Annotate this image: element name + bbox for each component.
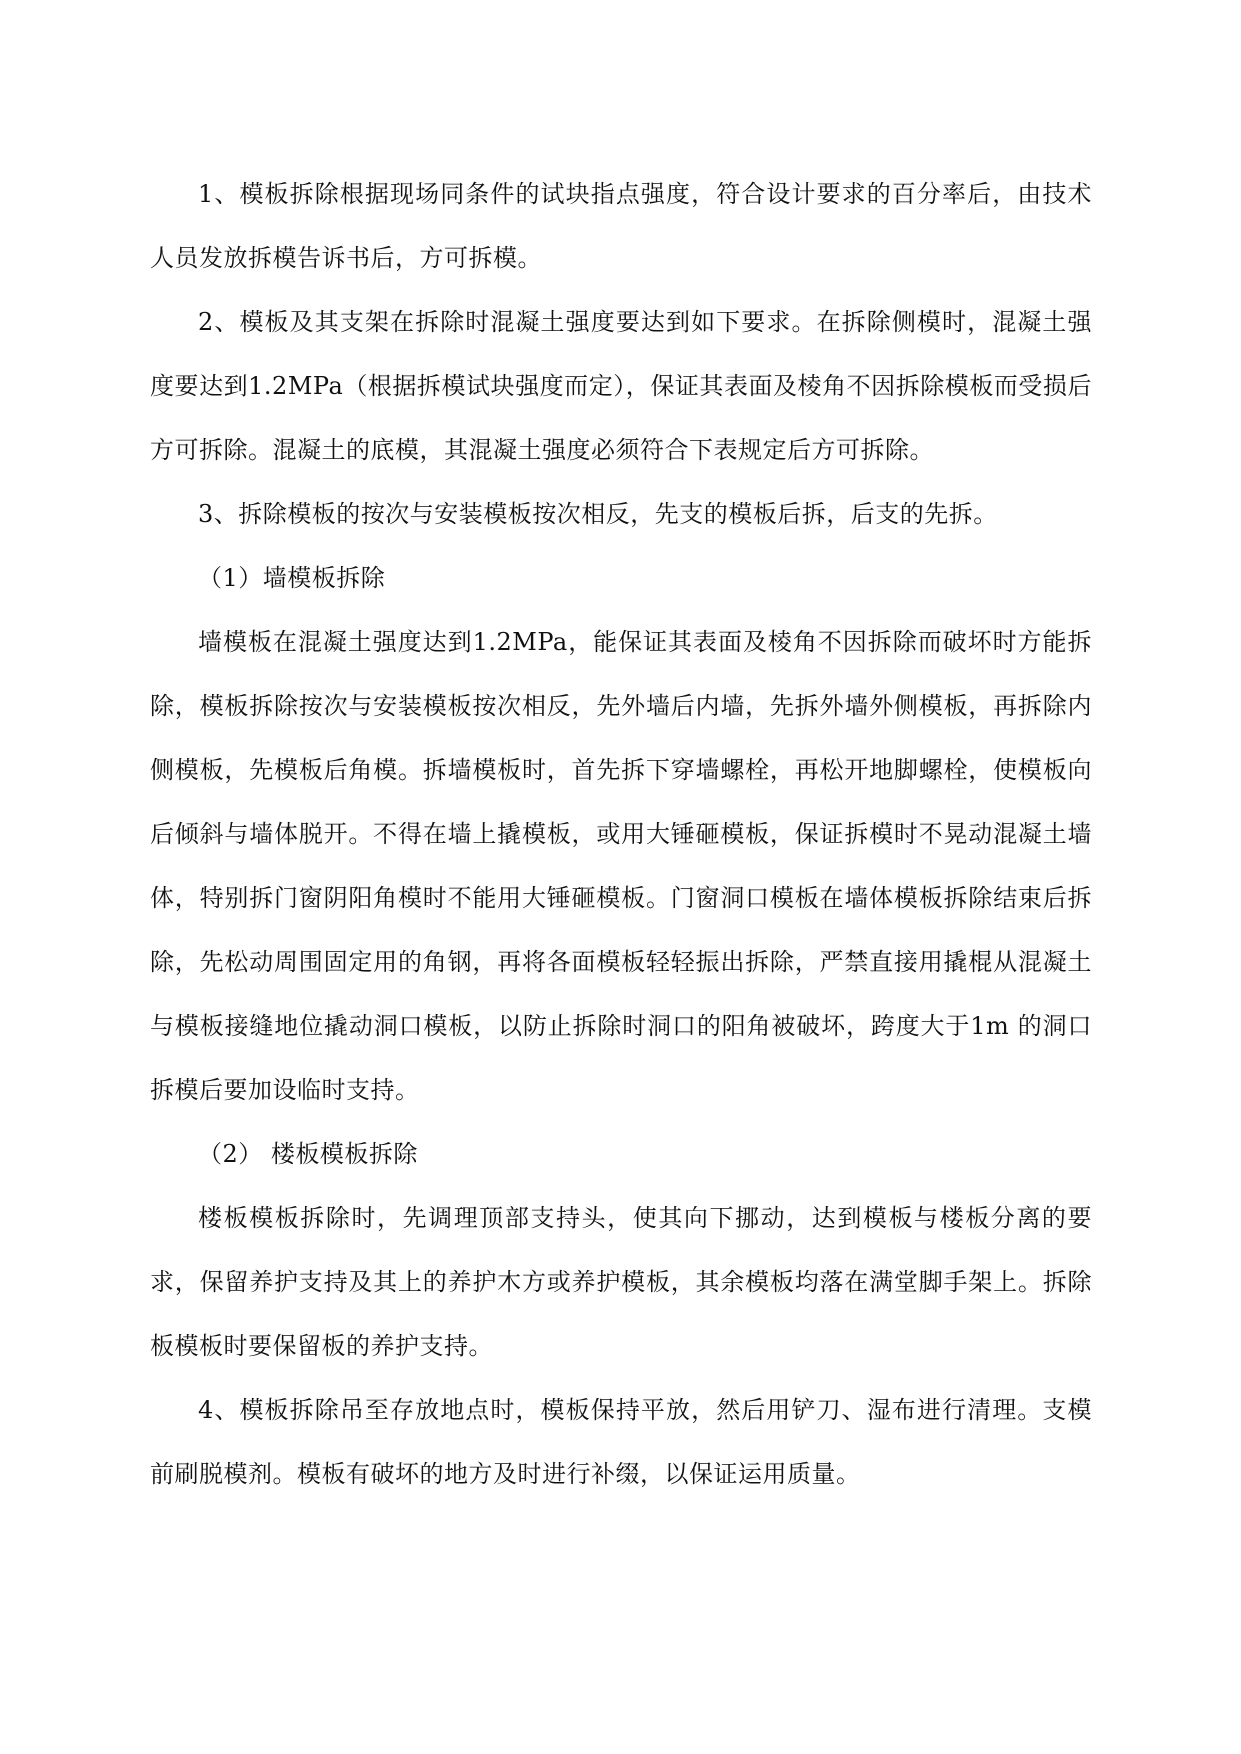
floor-formwork-heading: （2） 楼板模板拆除 (198, 1140, 418, 1168)
paragraph-3: 3、拆除模板的按次与安装模板按次相反，先支的模板后拆，后支的先拆。 (198, 500, 998, 528)
paragraph-4: 4、模板拆除吊至存放地点时，模板保持平放，然后用铲刀、湿布进行清理。支模前刷脱模剂。模板有破坏的地方及时进行补缀，以保证运用质量。 (150, 1396, 1092, 1488)
wall-formwork-paragraph: 墙模板在混凝土强度达到1.2MPa，能保证其表面及棱角不因拆除而破坏时方能拆除，模板拆除按次与安装模板按次相反，先外墙后内墙，先拆外墙外侧模板，再拆除内侧模板，先模板后角模。拆墙模板时，首先拆下穿墙螺栓，再松开地脚螺栓，使模板向后倾斜与墙体脱开。不得在墙上撬模板，或用大锤砸模板，保证拆模时不晃动混凝土墙体，特别拆门窗阴阳角模时不能用大锤砸模板。门窗洞口模板在墙体模板拆除结束后拆除，先松动周围固定用的角钢，再将各面模板轻轻振出拆除，严禁直接用撬棍从混凝土与模板接缝地位撬动洞口模板，以防止拆除时洞口的阳角被破坏，跨度大于1m 的洞口拆模后要加设临时支持。 (150, 628, 1092, 1104)
wall-formwork-heading: （1）墙模板拆除 (198, 564, 386, 592)
paragraph-2: 2、模板及其支架在拆除时混凝土强度要达到如下要求。在拆除侧模时，混凝土强度要达到1.2MPa（根据拆模试块强度而定），保证其表面及棱角不因拆除模板而受损后方可拆除。混凝土的底模，其混凝土强度必须符合下表规定后方可拆除。 (150, 308, 1092, 464)
document-body (150, 162, 1092, 1506)
floor-formwork-paragraph: 楼板模板拆除时，先调理顶部支持头，使其向下挪动，达到模板与楼板分离的要求，保留养护支持及其上的养护木方或养护模板，其余模板均落在满堂脚手架上。拆除板模板时要保留板的养护支持。 (150, 1204, 1092, 1360)
paragraph-1: 1、模板拆除根据现场同条件的试块指点强度，符合设计要求的百分率后，由技术人员发放拆模告诉书后，方可拆模。 (150, 180, 1092, 272)
